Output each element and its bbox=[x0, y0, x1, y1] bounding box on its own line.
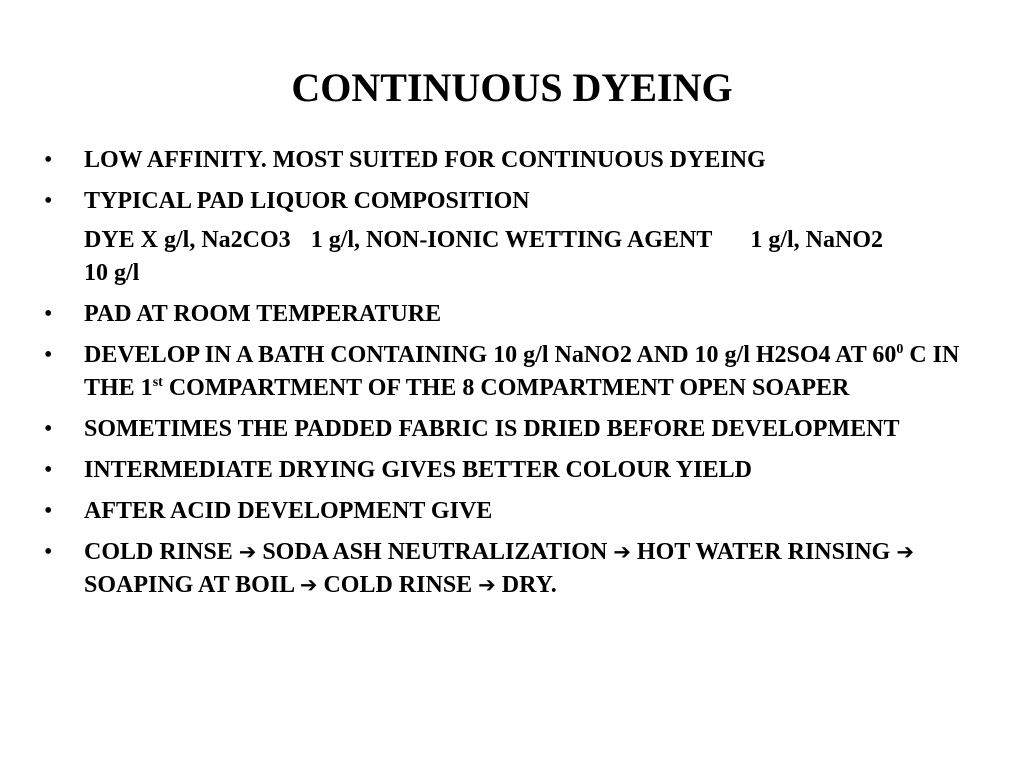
degree-superscript: 0 bbox=[896, 342, 904, 357]
bullet-text: SOMETIMES THE PADDED FABRIC IS DRIED BEFORE DEVELOPMENT bbox=[84, 416, 900, 442]
process-step: HOT WATER RINSING bbox=[636, 539, 891, 565]
na2co3-quantity: 1 g/l, bbox=[310, 227, 361, 253]
process-step: SOAPING AT BOIL bbox=[84, 572, 294, 598]
bullet-item bbox=[40, 413, 960, 446]
bullet-item bbox=[40, 298, 960, 331]
bullet-text: TYPICAL PAD LIQUOR COMPOSITION bbox=[84, 188, 530, 214]
right-arrow-icon: ➔ bbox=[613, 540, 631, 564]
bullet-glyph: • bbox=[44, 301, 53, 327]
slide-body bbox=[40, 144, 960, 610]
right-arrow-icon: ➔ bbox=[896, 540, 914, 564]
pad-liquor-composition bbox=[40, 224, 960, 290]
bullet-item bbox=[40, 144, 960, 177]
process-step: COLD RINSE bbox=[323, 572, 473, 598]
right-arrow-icon: ➔ bbox=[478, 573, 496, 597]
bullet-item bbox=[40, 185, 960, 218]
ordinal-superscript: st bbox=[152, 375, 163, 390]
bullet-text-part: COMPARTMENT OF THE 8 COMPARTMENT OPEN SOAPER bbox=[162, 375, 850, 401]
process-sequence bbox=[40, 536, 960, 602]
bullet-text: PAD AT ROOM TEMPERATURE bbox=[84, 301, 442, 327]
wetting-agent-component: NON-IONIC WETTING AGENT bbox=[366, 227, 713, 253]
bullet-item bbox=[40, 339, 960, 405]
wetting-agent-quantity: 1 g/l, bbox=[750, 227, 800, 253]
bullet-glyph: • bbox=[44, 416, 53, 442]
bullet-item bbox=[40, 454, 960, 487]
bullet-text-part: C IN THE 1 bbox=[84, 342, 960, 401]
bullet-glyph: • bbox=[44, 342, 53, 368]
bullet-text: INTERMEDIATE DRYING GIVES BETTER COLOUR YIELD bbox=[84, 457, 752, 483]
bullet-glyph: • bbox=[44, 457, 53, 483]
bullet-glyph: • bbox=[44, 498, 53, 524]
process-step: DRY. bbox=[501, 572, 557, 598]
process-step: COLD RINSE bbox=[84, 539, 233, 565]
bullet-text: LOW AFFINITY. MOST SUITED FOR CONTINUOUS DYEING bbox=[84, 147, 766, 173]
bullet-item bbox=[40, 495, 960, 528]
slide-title: CONTINUOUS DYEING bbox=[291, 65, 733, 110]
nano2-component: NaNO2 bbox=[805, 227, 884, 253]
right-arrow-icon: ➔ bbox=[238, 540, 257, 564]
bullet-glyph: • bbox=[44, 147, 53, 173]
bullet-text-part: DEVELOP IN A BATH CONTAINING 10 g/l NaNO2 AND 10 g/l H2SO4 AT 60 bbox=[84, 342, 897, 368]
bullet-glyph: • bbox=[44, 188, 53, 214]
right-arrow-icon: ➔ bbox=[299, 573, 318, 597]
bullet-glyph: • bbox=[44, 539, 53, 565]
dye-component: DYE X g/l, bbox=[84, 227, 196, 253]
bullet-text: AFTER ACID DEVELOPMENT GIVE bbox=[84, 498, 493, 524]
nano2-quantity: 10 g/l bbox=[84, 260, 140, 286]
process-step: SODA ASH NEUTRALIZATION bbox=[262, 539, 608, 565]
na2co3-component: Na2CO3 bbox=[201, 227, 291, 253]
